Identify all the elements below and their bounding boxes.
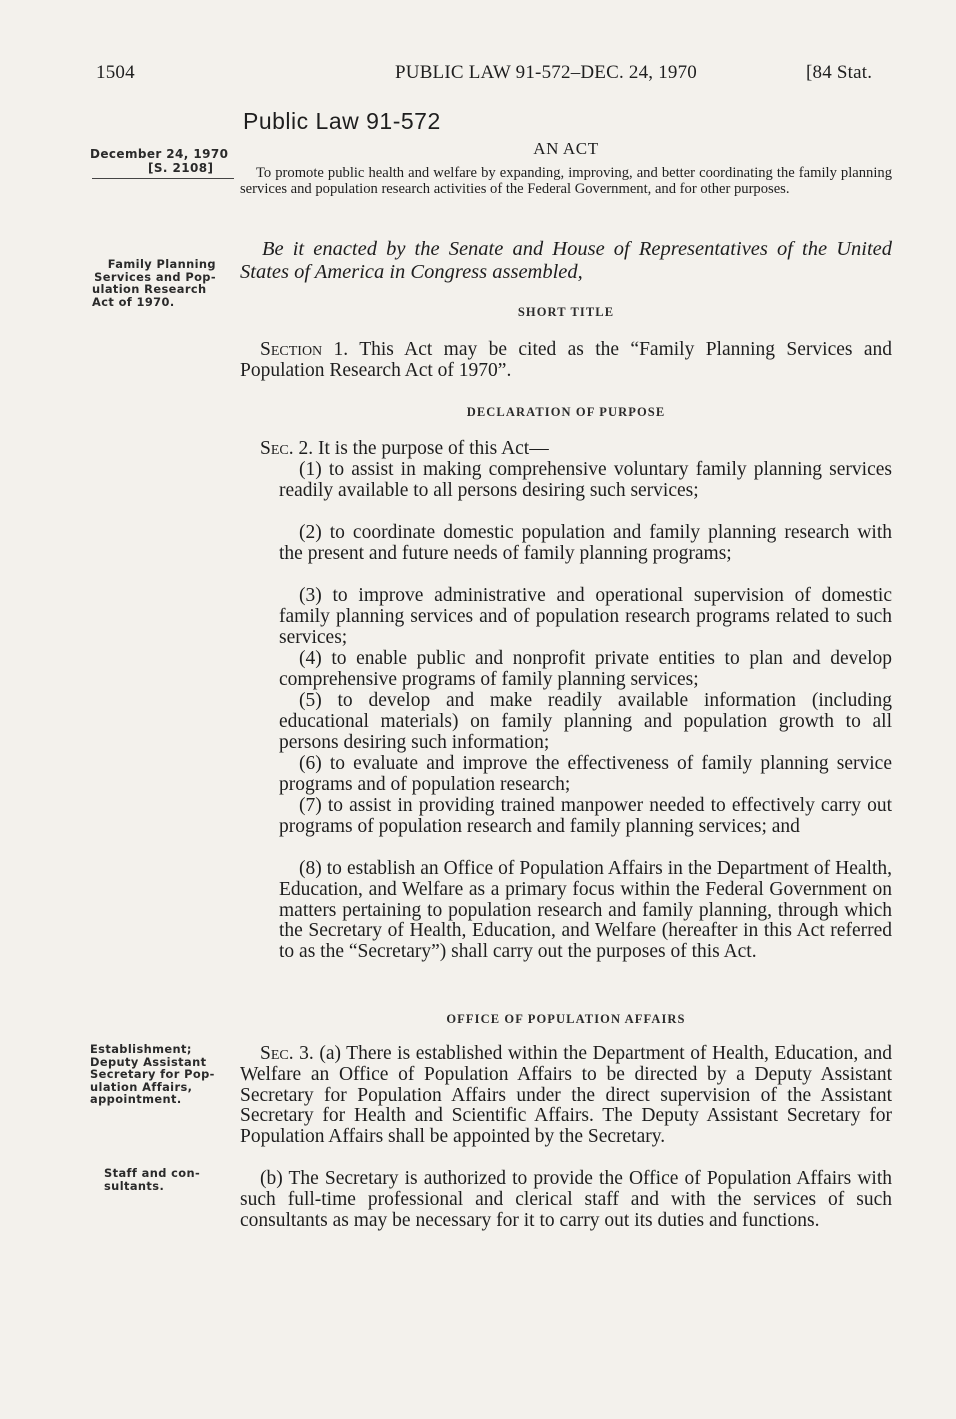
section-3a-text: (a) There is established within the Department of Health, Education, and Welfare an Office of Population Affairs to be directed by a Deputy Assistant Secretary for Population Affairs under the direct supervision of the Assistant Secretary for Health and Scientific Affairs. The Deputy Assistant Secretary for Population Affairs shall be appointed by the Secretary. (240, 1043, 892, 1148)
law-title: Public Law 91-572 (243, 108, 441, 134)
purpose-item: (4) to enable public and nonprofit private entities to plan and develop comprehensive programs of family planning services; (279, 648, 892, 690)
margin-note-line: Services and Pop- (94, 269, 216, 284)
running-title: PUBLIC LAW 91-572–DEC. 24, 1970 (395, 62, 697, 83)
section-3b: (b) The Secretary is authorized to provide the Office of Population Affairs with such full-time professional and clerical staff and with the services of such consultants as may be necessary for it to carry out its duties and functions. (240, 1168, 892, 1231)
margin-rule (92, 178, 234, 179)
short-title-heading: SHORT TITLE (517, 305, 615, 319)
margin-note-line: Establishment; (90, 1042, 192, 1056)
section-1 (240, 340, 892, 382)
margin-note-line: Act of 1970. (92, 294, 175, 309)
margin-note-line: ulation Affairs, (90, 1079, 193, 1094)
section-2-intro (260, 439, 549, 460)
margin-note-line: Secretary for Pop- (90, 1067, 215, 1081)
purpose-item: (3) to improve administrative and operational supervision of domestic family planning services and of population research programs related to such services; (279, 585, 892, 648)
page-number: 1504 (96, 62, 135, 83)
section-2-label: Sec. 2. (260, 438, 314, 459)
margin-date: December 24, 1970 (90, 147, 229, 161)
margin-note-line: Deputy Assistant (90, 1054, 207, 1069)
margin-note-line: Family Planning (107, 257, 216, 271)
section-2-intro-text: It is the purpose of this Act— (318, 438, 549, 459)
margin-note-line: appointment. (90, 1092, 182, 1106)
purpose-item: (8) to establish an Office of Population Affairs in the Department of Health, Education, and Welfare as a primary focus within the Federal Government on matters pertaining to population research and family planning, through which the Secretary of Health, Education, and Welfare (hereafter in this Act referred to as the “Secretary”) shall carry out the purposes of this Act. (279, 858, 892, 963)
purpose-item: (1) to assist in making comprehensive voluntary family planning services readily available to all persons desiring such services; (279, 459, 892, 501)
section-1-text: This Act may be cited as the “Family Planning Services and Population Research Act of 1970”. (240, 339, 892, 381)
purpose-item: (5) to develop and make readily available information (including educational materials) on family planning and population growth to all persons desiring such information; (279, 690, 892, 753)
enacting-clause: Be it enacted by the Senate and House of Representatives of the United States of America in Congress assembled, (240, 238, 892, 283)
margin-note-short-title (92, 258, 216, 308)
margin-note-line: Staff and con- (104, 1166, 201, 1180)
purpose-item: (6) to evaluate and improve the effectiveness of family planning service programs and of population research; (279, 753, 892, 795)
section-1-label: Section 1. (260, 339, 349, 360)
statute-citation: [84 Stat. (806, 62, 873, 83)
act-heading: AN ACT (533, 139, 599, 158)
margin-note-line: ulation Research (92, 282, 207, 296)
margin-bill-number: [S. 2108] (148, 161, 214, 175)
section-3-label: Sec. 3. (260, 1043, 314, 1064)
declaration-of-purpose-heading: DECLARATION OF PURPOSE (466, 405, 666, 419)
section-3a (240, 1044, 892, 1148)
purpose-item: (7) to assist in providing trained manpower needed to effectively carry out programs of population research and family planning services; and (279, 795, 892, 837)
margin-note-staff (104, 1167, 224, 1192)
margin-note-line: sultants. (104, 1178, 165, 1193)
office-of-population-affairs-heading: OFFICE OF POPULATION AFFAIRS (446, 1012, 686, 1026)
purpose-statement: To promote public health and welfare by expanding, improving, and better coordinating the family planning services and population research activities of the Federal Government, and for other purposes. (240, 165, 892, 197)
margin-note-establishment (90, 1043, 220, 1106)
purpose-item: (2) to coordinate domestic population and family planning research with the present and future needs of family planning programs; (279, 522, 892, 564)
